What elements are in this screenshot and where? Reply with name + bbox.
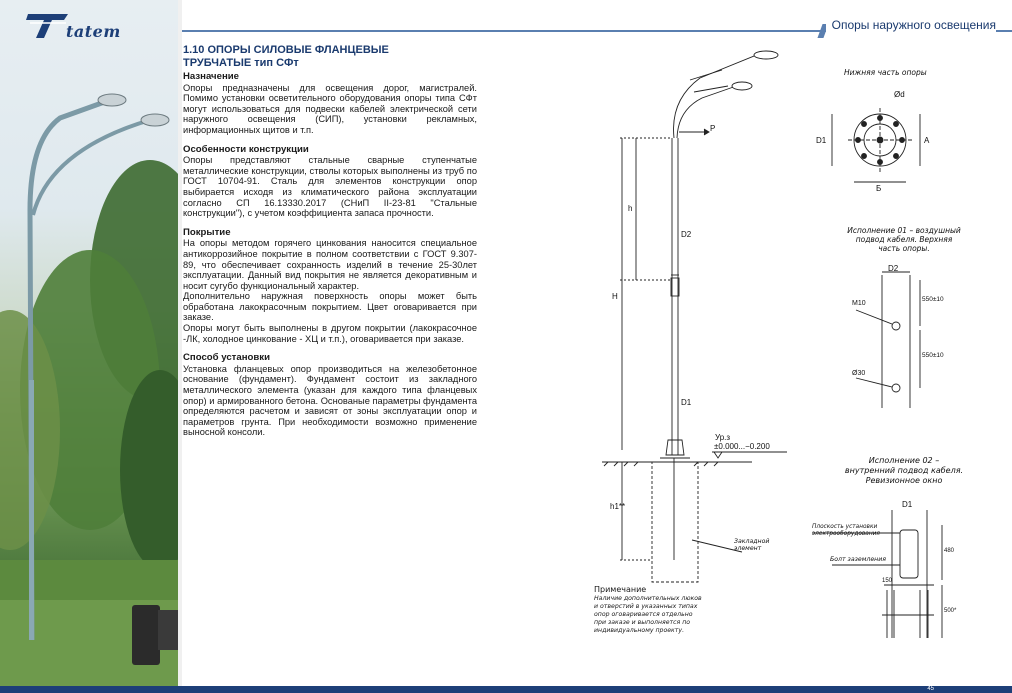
section-title [183, 44, 477, 69]
thread-m10-label: M10 [852, 300, 866, 307]
photo-illustration [0, 0, 178, 693]
brand-logo [26, 10, 136, 44]
dim-550-upper: 550±10 [922, 296, 944, 303]
footer-bar [0, 686, 1012, 693]
embedded-element-label: Закладной элемент [734, 538, 770, 552]
note-title: Примечание [594, 585, 647, 594]
diameter-d2-label: D2 [681, 230, 692, 239]
ground-level-label: Ур.з [715, 433, 731, 442]
ground-bolt-label: Болт заземления [830, 556, 886, 563]
brand-name: tatem [66, 22, 121, 41]
design-text: Опоры представляют стальные сварные ступенчатые металлические конструкции, стволы которых выполнены из труб по ГОСТ 10704-91. Сталь для элементов конструкции опор выбирается исходя из климатического района эксплуатации согласно СП 16.13330.2017 (СНиП II-23-81 "Стальные конструкции"), с учетом коэффициента запаса прочности. [183, 155, 477, 219]
note-text: Наличие дополнительных люков и отверстий в указанных типах опор оговаривается отдельно при заказе и выполняется по индивидуальному проекту. [594, 595, 702, 634]
dim-550-lower: 550±10 [922, 352, 944, 359]
exec02-d1-label: D1 [902, 500, 913, 509]
bottom-d1-label: D1 [816, 136, 827, 145]
bottom-view-title: Нижняя часть опоры [844, 68, 927, 77]
ground-level-value: ±0.000...−0.200 [714, 442, 770, 451]
exec01-d2-label: D2 [888, 264, 899, 273]
dim-a-label: A [924, 136, 930, 145]
diameter-d1-label: D1 [681, 398, 692, 407]
depth-h1-label: h1** [610, 502, 626, 511]
page-number: 45 [927, 686, 934, 692]
coating-heading: Покрытие [183, 226, 231, 238]
load-label: P [710, 124, 716, 133]
coating-text-1: На опоры методом горячего цинкования наносится специальное антикоррозийное покрытие в полном соответствии с ГОСТ 9.307-89, что обеспечивает сохранность изделий в течение 25-30лет эксплуатации. Данный вид покрытия не является декоративным и носит сугубо функциональный характер. [183, 238, 477, 291]
description-column [183, 44, 477, 447]
mounting-plane-label: Плоскость установки электрооборудования [812, 524, 880, 537]
design-heading: Особенности конструкции [183, 143, 309, 155]
dim-150: 150 [882, 578, 893, 584]
logo-icon [26, 10, 70, 40]
execution-01-caption: Исполнение 01 – воздушный подвод кабеля. Верхняя часть опоры. [847, 226, 961, 253]
coating-text-3: Опоры могут быть выполнены в другом покрытии (лакокрасочное -ЛК, холодное цинкование - ХЦ и т.п.), оговаривается при заказе. [183, 323, 477, 344]
drawing-note [594, 586, 704, 635]
execution-02-caption: Исполнение 02 – внутренний подвод кабеля. Ревизионное окно [844, 456, 964, 485]
purpose-heading: Назначение [183, 71, 239, 82]
technical-drawing [582, 40, 1002, 685]
panel-divider [178, 0, 182, 693]
height-h-label: h [628, 204, 633, 213]
hole-diameter-label: Ød [894, 90, 905, 99]
install-text: Установка фланцевых опор производиться на железобетонное основание (фундамент). Фундамент состоит из закладного металлического элемента (указан для каждого типа фланцевых опор) и армированного бетона. Основаные параметры фундамента определяются расчетом и зависят от зоны эксплуатации опор и параметров грунта. При необходимости возможно применение выносной консоли. [183, 363, 477, 438]
dim-480: 480 [944, 548, 955, 554]
coating-text-2: Дополнительно наружная поверхность опоры может быть обработана лакокрасочным покрытием. Цвет оговаривается при заказе. [183, 291, 477, 323]
dim-500: 500* [944, 608, 957, 614]
purpose-text: Опоры предназначены для освещения дорог, магистралей. Помимо установки осветительного оборудования опоры типа СФт могут использоваться для подвески кабелей электрической сети наружного освещения (СИП), установки рекламных, информационных щитов и т.п. [183, 82, 477, 135]
dim-b-label: Б [876, 184, 882, 193]
street-light-photo [0, 0, 178, 693]
install-heading: Способ установки [183, 352, 270, 364]
section-title-line2: ТРУБЧАТЫЕ тип СФт [183, 56, 299, 69]
hole-30-label: Ø30 [852, 370, 866, 377]
header-title: Опоры наружного освещения [826, 18, 996, 32]
height-H-label: H [612, 292, 618, 301]
section-title-line1: 1.10 ОПОРЫ СИЛОВЫЕ ФЛАНЦЕВЫЕ [183, 44, 389, 56]
